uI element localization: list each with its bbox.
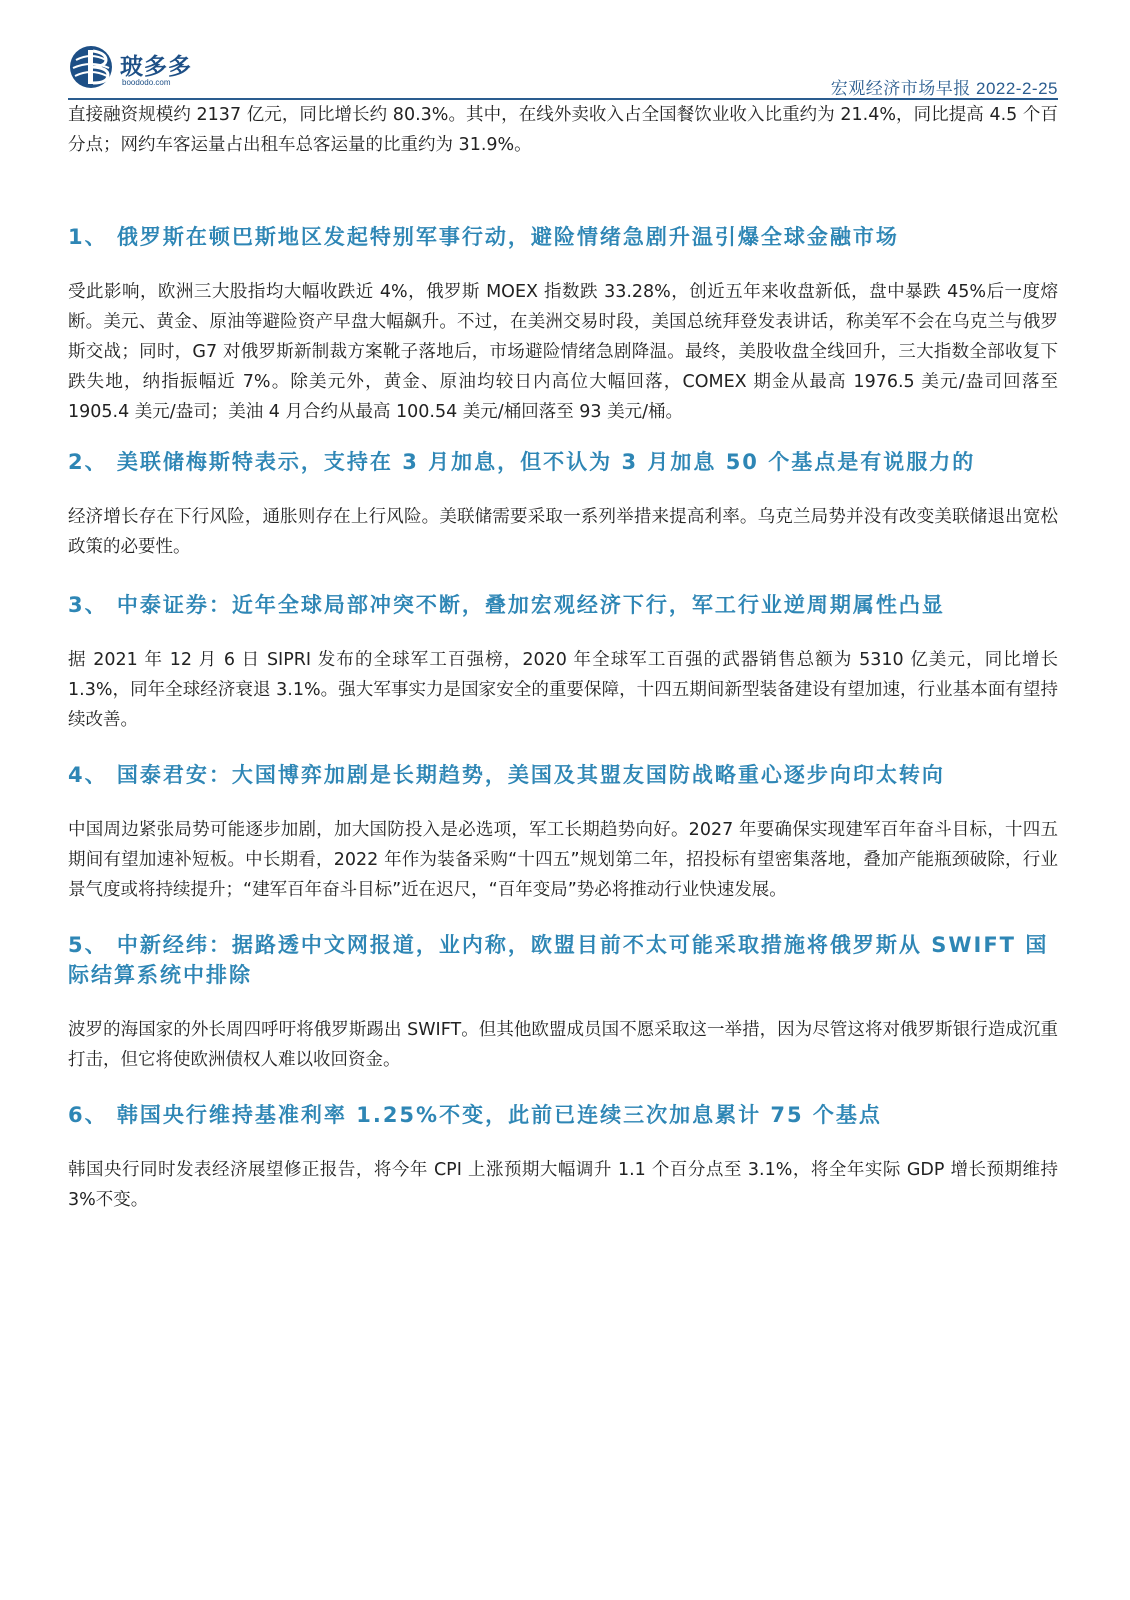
logo-subtitle: boododo.com [122, 78, 171, 87]
section-4-heading: 4、 国泰君安：大国博弈加剧是长期趋势，美国及其盟友国防战略重心逐步向印太转向 [68, 763, 945, 787]
section-5-heading: 5、 中新经纬：据路透中文网报道，业内称，欧盟目前不太可能采取措施将俄罗斯从 SWIFT 国际结算系统中排除 [68, 933, 1049, 987]
section-2-body: 经济增长存在下行风险，通胀则存在上行风险。美联储需要采取一系列举措来提高利率。乌克兰局势并没有改变美联储退出宽松政策的必要性。 [68, 507, 1058, 557]
logo [68, 42, 208, 94]
section-1-heading: 1、 俄罗斯在顿巴斯地区发起特别军事行动，避险情绪急剧升温引爆全球金融市场 [68, 225, 899, 249]
section-1-body: 受此影响，欧洲三大股指均大幅收跌近 4%，俄罗斯 MOEX 指数跌 33.28%，创近五年来收盘新低，盘中暴跌 45%后一度熔断。美元、黄金、原油等避险资产早盘大幅飙升。不过，在美洲交易时段，美国总统拜登发表讲话，称美军不会在乌克兰与俄罗斯交战；同时，G7 对俄罗斯新制裁方案靴子落地后，市场避险情绪急剧降温。最终，美股收盘全线回升，三大指数全部收复下跌失地，纳指振幅近 7%。除美元外，黄金、原油均较日内高位大幅回落，COMEX 期金从最高 1976.5 美元/盎司回落至 1905.4 美元/盎司；美油 4 月合约从最高 100.54 美元/桶回落至 93 美元/桶。 [68, 282, 1058, 422]
intro-paragraph: 直接融资规模约 2137 亿元，同比增长约 80.3%。其中，在线外卖收入占全国餐饮业收入比重约为 21.4%，同比提高 4.5 个百分点；网约车客运量占出租车总客运量的比重约为 31.9%。 [68, 105, 1058, 155]
page-header [68, 40, 1058, 100]
report-title: 宏观经济市场早报 2022-2-25 [830, 79, 1058, 98]
section-3-body: 据 2021 年 12 月 6 日 SIPRI 发布的全球军工百强榜，2020 年全球军工百强的武器销售总额为 5310 亿美元，同比增长 1.3%，同年全球经济衰退 3.1%。强大军事实力是国家安全的重要保障，十四五期间新型装备建设有望加速，行业基本面有望持续改善。 [68, 650, 1058, 730]
logo-text: 玻多多 [120, 53, 192, 80]
report-content [68, 100, 1058, 1215]
section-2-heading: 2、 美联储梅斯特表示，支持在 3 月加息，但不认为 3 月加息 50 个基点是有说服力的 [68, 450, 976, 474]
section-6-heading: 6、 韩国央行维持基准利率 1.25%不变，此前已连续三次加息累计 75 个基点 [68, 1103, 882, 1127]
logo-mark-icon [68, 42, 118, 92]
section-3-heading: 3、 中泰证券：近年全球局部冲突不断，叠加宏观经济下行，军工行业逆周期属性凸显 [68, 593, 945, 617]
section-4-body: 中国周边紧张局势可能逐步加剧，加大国防投入是必选项，军工长期趋势向好。2027 年要确保实现建军百年奋斗目标，十四五期间有望加速补短板。中长期看，2022 年作为装备采购“十四五”规划第二年，招投标有望密集落地，叠加产能瓶颈破除，行业景气度或将持续提升；“建军百年奋斗目标”近在迟尺，“百年变局”势必将推动行业快速发展。 [68, 820, 1058, 900]
section-6-body: 韩国央行同时发表经济展望修正报告，将今年 CPI 上涨预期大幅调升 1.1 个百分点至 3.1%，将全年实际 GDP 增长预期维持 3%不变。 [68, 1160, 1058, 1210]
section-5-body: 波罗的海国家的外长周四呼吁将俄罗斯踢出 SWIFT。但其他欧盟成员国不愿采取这一举措，因为尽管这将对俄罗斯银行造成沉重打击，但它将使欧洲债权人难以收回资金。 [68, 1020, 1058, 1070]
